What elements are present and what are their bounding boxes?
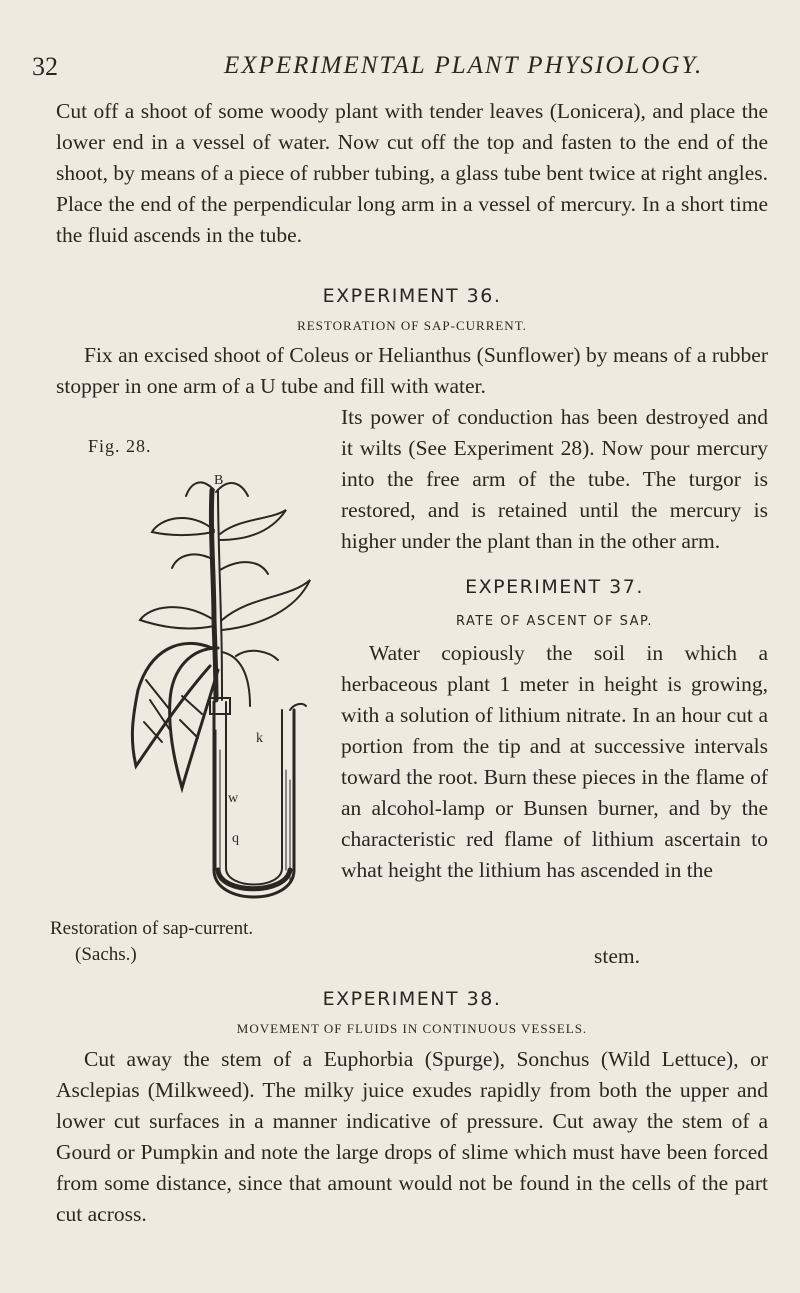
exp38-subtitle: MOVEMENT OF FLUIDS IN CONTINUOUS VESSELS. (236, 1021, 588, 1036)
figure-label: Fig. 28. (88, 436, 152, 456)
exp36-title: EXPERIMENT 36. (322, 285, 502, 307)
figure-letter-w: w (228, 791, 239, 806)
exp37-text: Water copiously the soil in which a herbaceous plant 1 meter in height is growing, with a solution of lithium nitrate. In an hour cut a portion from the tip and at successive intervals toward the root. Burn these pieces in the flame of an alcohol-lamp or Bunsen burner, and by the characteristic red flame of lithium ascertain to what height the lithium has ascended in the (341, 641, 768, 882)
figure-letter-q: q (232, 831, 239, 846)
exp36-text-full: Fix an excised shoot of Coleus or Helianthus (Sunflower) by means of a rubber stopper in one arm of a U tube and fill with water. (56, 343, 768, 398)
page-header (32, 48, 772, 88)
exp37-title: EXPERIMENT 37. (465, 576, 644, 598)
exp36-text-column: Its power of conduction has been destroyed and it wilts (See Experiment 28). Now pour mercury into the free arm of the tube. The turgor is restored, and is retained until the mercury is higher under the plant than in the other arm. (341, 405, 768, 553)
figure-caption: Restoration of sap-current. (50, 918, 254, 939)
page-number: 32 (32, 52, 58, 81)
figure-letter-k: k (256, 731, 263, 746)
exp37-subtitle: RATE OF ASCENT OF SAP. (456, 614, 653, 629)
exp37-text-end: stem. (594, 944, 640, 968)
exp38-text: Cut away the stem of a Euphorbia (Spurge), Sonchus (Wild Lettuce), or Asclepias (Milkweed). The milky juice exudes rapidly from both the upper and lower cut surfaces in a manner indicative of pressure. Cut away the stem of a Gourd or Pumpkin and note the large drops of slime which must have been forced from some distance, since that amount would not be found in the cells of the part cut across. (56, 1047, 768, 1226)
exp38-title: EXPERIMENT 38. (322, 988, 502, 1010)
u-tube-figure (110, 470, 350, 918)
running-head: EXPERIMENTAL PLANT PHYSIOLOGY. (224, 52, 704, 79)
exp36-subtitle: RESTORATION OF SAP-CURRENT. (297, 318, 527, 333)
figure-letter-b: B (214, 473, 224, 488)
figure-credit: (Sachs.) (75, 944, 137, 965)
intro-paragraph: Cut off a shoot of some woody plant with tender leaves (Lonicera), and place the lower end in a vessel of water. Now cut off the top and fasten to the end of the shoot, by means of a piece of rubber tubing, a glass tube bent twice at right angles. Place the end of the perpendicular long arm in a vessel of mercury. In a short time the fluid ascends in the tube. (56, 99, 768, 247)
